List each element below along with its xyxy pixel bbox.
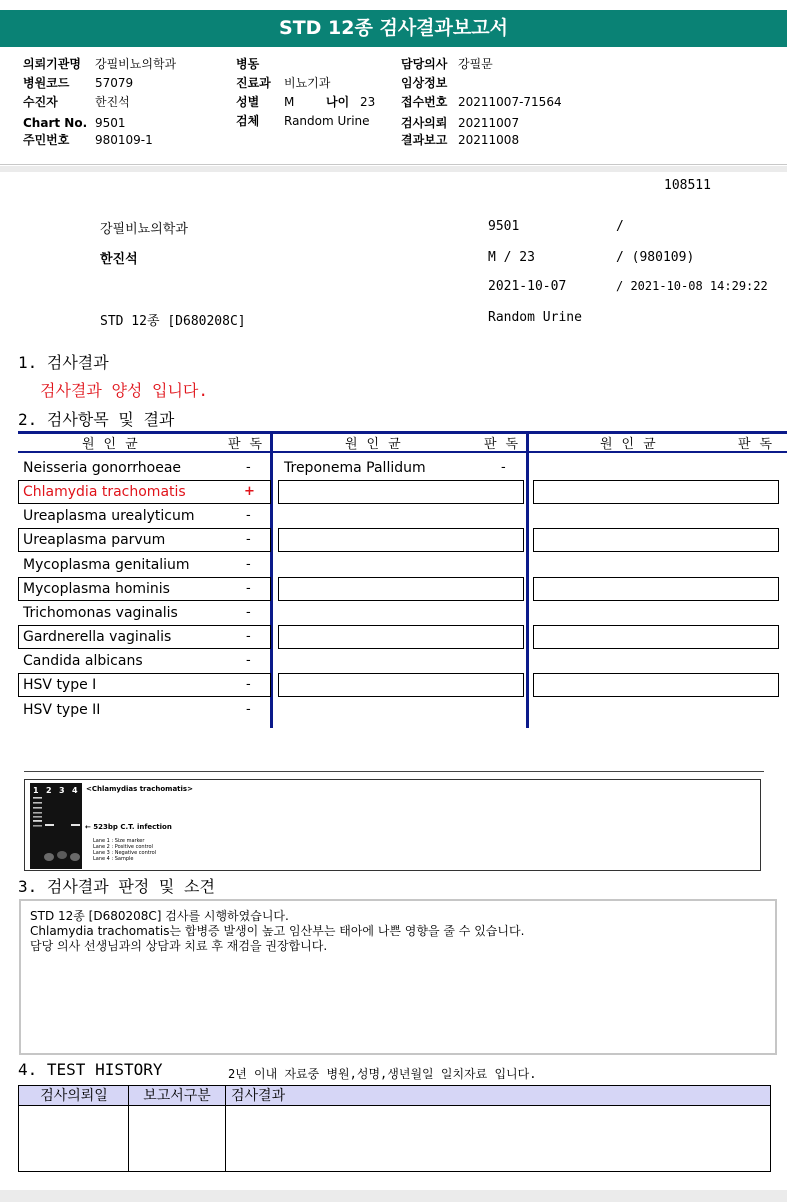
gel-legend-item: Lane 2 : Positive control	[93, 844, 153, 850]
empty-row-box	[533, 625, 779, 649]
header-field-sex: 성별 M 나이 23	[236, 95, 376, 109]
test-name: STD 12종 [D680208C]	[100, 314, 246, 329]
organism-name: Trichomonas vaginalis	[23, 605, 178, 621]
history-col-divider	[128, 1086, 129, 1171]
organism-result: -	[246, 532, 251, 547]
specimen-type: Random Urine	[488, 310, 582, 325]
header-field-specimen: 검체 Random Urine	[236, 114, 370, 128]
organism-result: -	[246, 702, 251, 717]
header-field-department: 진료과 비뇨기과	[236, 76, 331, 90]
header-info-panel	[0, 47, 787, 165]
gel-lane-number: 2	[46, 786, 52, 795]
report-id: 108511	[664, 178, 711, 193]
header-organism-3: 원인균	[600, 437, 665, 452]
gel-lane-number: 1	[33, 786, 39, 795]
header-field-ward: 병동	[236, 57, 260, 71]
birth-date: / (980109)	[616, 250, 695, 265]
header-field-resident-no: 주민번호 980109-1	[23, 133, 153, 147]
header-field-chart-no: Chart No. 9501	[23, 116, 126, 130]
footer-band	[0, 1190, 787, 1202]
organism-result: -	[246, 653, 251, 668]
empty-row-box	[278, 577, 524, 601]
gel-lane-number: 3	[59, 786, 65, 795]
result-positive-message: 검사결과 양성 입니다.	[40, 381, 209, 400]
gel-legend-item: Lane 4 : Sample	[93, 856, 134, 862]
history-header-report-type: 보고서구분	[143, 1088, 211, 1104]
history-table	[18, 1085, 771, 1172]
organism-name: Gardnerella vaginalis	[23, 629, 172, 645]
results-table-divider-2	[526, 431, 529, 728]
header-field-request-date: 검사의뢰 20211007	[401, 116, 520, 130]
empty-row-box	[278, 625, 524, 649]
page-top-gap	[0, 0, 787, 10]
empty-row-box	[533, 673, 779, 697]
gel-legend-item: Lane 1 : Size marker	[93, 838, 145, 844]
header-organism-2: 원인균	[345, 437, 410, 452]
organism-result: -	[246, 581, 251, 596]
organism-name: HSV type I	[23, 677, 97, 693]
organism-name: Neisseria gonorrhoeae	[23, 460, 182, 476]
age-label: 나이	[326, 95, 350, 109]
organism-result: -	[246, 460, 251, 475]
organism-result: -	[246, 557, 251, 572]
organism-name: Mycoplasma hominis	[23, 581, 170, 597]
header-field-doctor: 담당의사 강필문	[401, 57, 493, 71]
organism-result: -	[246, 605, 251, 620]
sex-age: M / 23	[488, 250, 535, 265]
gel-electrophoresis-image	[30, 783, 82, 869]
empty-row-box	[278, 673, 524, 697]
header-field-receipt-no: 접수번호 20211007-71564	[401, 95, 562, 109]
header-field-patient: 수진자 한진석	[23, 95, 130, 109]
history-col-divider	[225, 1086, 226, 1171]
organism-result: -	[246, 629, 251, 644]
gel-title: <Chlamydias trachomatis>	[86, 785, 193, 793]
organism-name-positive: Chlamydia trachomatis	[23, 484, 186, 500]
report-title: STD 12종 검사결과보고서	[0, 10, 787, 47]
organism-name: Ureaplasma parvum	[23, 532, 166, 548]
section-3-title: 3. 검사결과 판정 및 소견	[18, 877, 215, 896]
patient-name: 한진석	[100, 252, 138, 267]
chart-slash: /	[616, 219, 624, 234]
gel-legend	[93, 838, 156, 862]
chart-number: 9501	[488, 219, 520, 234]
organism-name: Ureaplasma urealyticum	[23, 508, 195, 524]
organism-result: -	[246, 508, 251, 523]
gel-divider	[24, 771, 764, 772]
gel-band-label: ← 523bp C.T. infection	[85, 823, 172, 831]
comment-line: 담당 의사 선생님과의 상담과 치료 후 재검을 권장합니다.	[30, 939, 328, 953]
empty-row-box	[533, 528, 779, 552]
organism-result: -	[246, 677, 251, 692]
empty-row-box	[533, 577, 779, 601]
organism-result: -	[501, 460, 506, 475]
header-judge-1: 판독	[228, 437, 272, 452]
header-field-report-date: 결과보고 20211008	[401, 133, 520, 147]
history-note: 2년 이내 자료중 병원,성명,생년월일 일치자료 입니다.	[228, 1067, 537, 1081]
age-value: 23	[360, 95, 376, 109]
section-1-title: 1. 검사결과	[18, 353, 109, 372]
organism-name: HSV type II	[23, 702, 101, 718]
date-reported: / 2021-10-08 14:29:22	[616, 279, 768, 293]
organism-name: Mycoplasma genitalium	[23, 557, 190, 573]
header-field-institution: 의뢰기관명 강필비뇨의학과	[23, 57, 177, 71]
separator-band	[0, 166, 787, 172]
header-judge-3: 판독	[738, 437, 782, 452]
organism-name: Treponema Pallidum	[284, 460, 426, 476]
empty-row-box	[278, 528, 524, 552]
gel-lane-number: 4	[72, 786, 78, 795]
comment-line: STD 12종 [D680208C] 검사를 시행하였습니다.	[30, 909, 289, 923]
comment-box	[19, 899, 777, 1055]
organism-result-positive: +	[244, 484, 255, 499]
section-2-title: 2. 검사항목 및 결과	[18, 410, 175, 429]
history-header-request-date: 검사의뢰일	[40, 1088, 108, 1104]
gel-bands	[30, 783, 82, 869]
empty-row-box	[533, 480, 779, 504]
organism-name: Candida albicans	[23, 653, 143, 669]
header-field-clinical-info: 임상정보	[401, 76, 448, 90]
empty-row-box	[278, 480, 524, 504]
header-organism-1: 원인균	[82, 437, 147, 452]
header-judge-2: 판독	[484, 437, 528, 452]
header-field-hospital-code: 병원코드 57079	[23, 76, 134, 90]
section-4-title: 4. TEST HISTORY	[18, 1060, 163, 1079]
date-requested: 2021-10-07	[488, 279, 567, 294]
history-header-result: 검사결과	[231, 1088, 286, 1104]
gel-legend-item: Lane 3 : Negative control	[93, 850, 157, 856]
clinic-name: 강필비뇨의학과	[100, 222, 188, 237]
comment-line: Chlamydia trachomatis는 합병증 발생이 높고 임산부는 태아에 나쁜 영향을 줄 수 있습니다.	[30, 924, 525, 938]
